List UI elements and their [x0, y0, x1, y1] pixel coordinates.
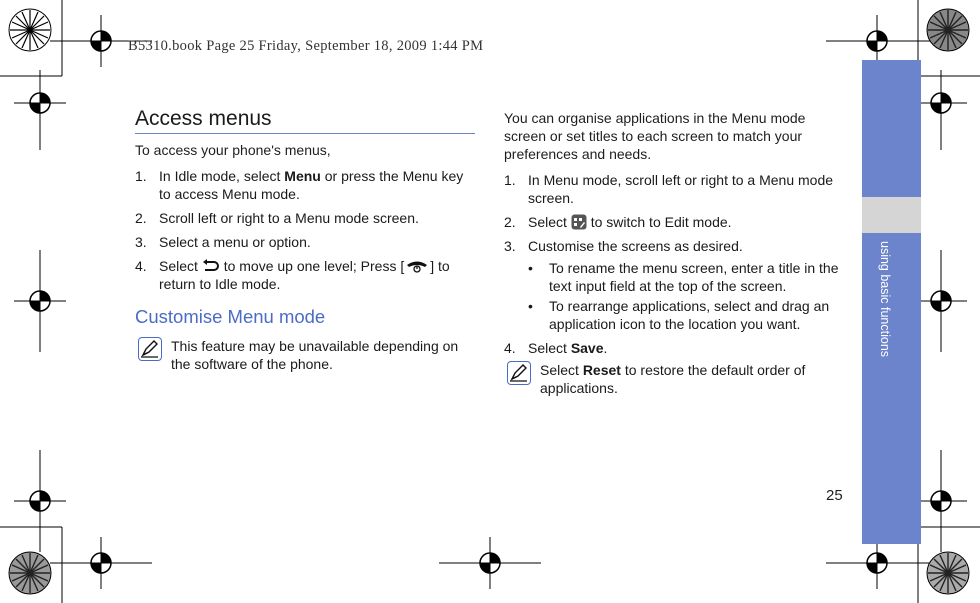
end-key-icon — [404, 259, 430, 274]
title-rule — [135, 133, 475, 134]
left-steps — [135, 167, 471, 299]
color-starburst-icon — [9, 552, 51, 594]
page-number: 25 — [826, 487, 843, 504]
bullet-list — [528, 259, 844, 333]
note-text: This feature may be unavailable depending on the software of the phone. — [171, 338, 459, 372]
note-text: Select Reset to restore the default order of applications. — [540, 362, 806, 396]
note — [138, 337, 475, 373]
section-title: Access menus — [135, 107, 272, 130]
list-item: 3. Customise the screens as desired. • To rename the menu screen, enter a title in the text input field at the top of the screen. • To rearrange applications, select and drag an application icon to the location you want. — [504, 237, 844, 333]
right-steps — [504, 171, 844, 363]
list-item: 1. In Idle mode, select Menu or press the Menu key to access Menu mode. — [135, 168, 464, 202]
list-item: 1. In Menu mode, scroll left or right to a Menu mode screen. — [504, 172, 834, 206]
bullet-item: • To rearrange applications, select and drag an application icon to the location you want. — [528, 298, 830, 332]
left-intro: To access your phone's menus, — [135, 142, 331, 158]
color-starburst-icon — [927, 9, 969, 51]
right-intro: You can organise applications in the Menu mode screen or set titles to each screen to match your preferences and needs. — [504, 110, 806, 162]
list-item: 4. Select to move up one level; Press [ ] to return to Idle mode. — [135, 258, 450, 292]
print-header: B5310.book Page 25 Friday, September 18, 2009 1:44 PM — [128, 38, 484, 54]
edit-mode-icon — [571, 214, 587, 230]
reset-label: Reset — [582, 362, 621, 378]
back-arrow-icon — [202, 259, 220, 274]
list-item: 2. Scroll left or right to a Menu mode screen. — [135, 210, 419, 226]
bullet-item: • To rename the menu screen, enter a title in the text input field at the top of the screen. — [528, 260, 839, 294]
list-item: 2. Select to switch to Edit mode. — [504, 214, 732, 230]
list-item: 3. Select a menu or option. — [135, 234, 311, 250]
color-starburst-icon — [9, 9, 51, 51]
section-tab-highlight — [862, 197, 921, 233]
menu-label: Menu — [284, 168, 321, 184]
section-tab-label: using basic functions — [878, 241, 892, 358]
pencil-note-icon — [138, 337, 162, 361]
note — [507, 361, 844, 397]
subsection-title: Customise Menu mode — [135, 306, 326, 327]
color-starburst-icon — [927, 552, 969, 594]
list-item: 4. Select Save. — [504, 340, 608, 356]
pencil-note-icon — [507, 361, 531, 385]
save-label: Save — [570, 340, 604, 356]
